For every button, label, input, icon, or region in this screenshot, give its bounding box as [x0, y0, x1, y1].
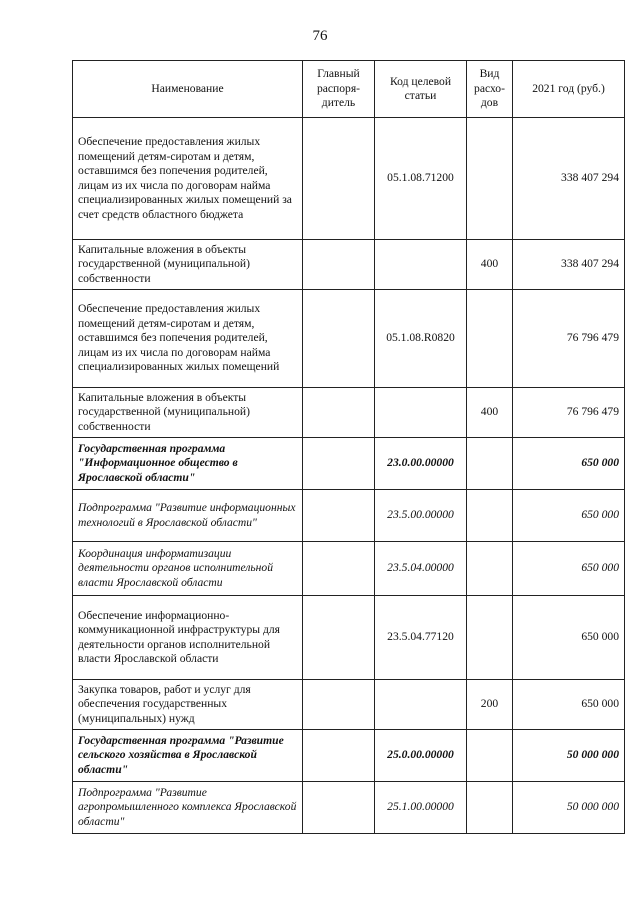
row-name-cell: Капитальные вложения в объекты государственной (муниципальной) собственности [73, 240, 303, 290]
row-type-cell: 400 [467, 388, 513, 438]
row-admin-cell [303, 240, 375, 290]
row-code-cell [375, 240, 467, 290]
row-code-cell: 23.5.04.77120 [375, 596, 467, 680]
row-name-cell: Подпрограмма "Развитие агропромышленного комплекса Ярославской области" [73, 782, 303, 834]
row-name-cell: Закупка товаров, работ и услуг для обеспечения государственных (муниципальных) нужд [73, 680, 303, 730]
row-type-cell [467, 290, 513, 388]
table-body [73, 118, 625, 834]
table-row [73, 438, 625, 490]
row-admin-cell [303, 680, 375, 730]
table-row [73, 596, 625, 680]
table-row [73, 680, 625, 730]
row-name-cell: Обеспечение предоставления жилых помещений детям-сиротам и детям, оставшимся без попечения родителей, лицам из их числа по договорам найма специализированных жилых помещений [73, 290, 303, 388]
row-amount-cell: 650 000 [513, 542, 625, 596]
row-amount-cell: 650 000 [513, 596, 625, 680]
row-code-cell: 23.5.04.00000 [375, 542, 467, 596]
row-admin-cell [303, 490, 375, 542]
row-type-cell [467, 490, 513, 542]
row-type-cell: 200 [467, 680, 513, 730]
row-name-cell: Обеспечение информационно-коммуникационной инфраструктуры для деятельности органов исполнительной власти Ярославской области [73, 596, 303, 680]
row-amount-cell: 50 000 000 [513, 730, 625, 782]
row-admin-cell [303, 542, 375, 596]
page-number: 76 [312, 28, 328, 44]
row-type-cell [467, 542, 513, 596]
row-admin-cell [303, 438, 375, 490]
row-admin-cell [303, 118, 375, 240]
row-amount-cell: 650 000 [513, 438, 625, 490]
row-code-cell: 23.0.00.00000 [375, 438, 467, 490]
row-amount-cell: 338 407 294 [513, 240, 625, 290]
row-code-cell [375, 680, 467, 730]
row-admin-cell [303, 388, 375, 438]
row-type-cell [467, 438, 513, 490]
table-row [73, 782, 625, 834]
row-code-cell: 25.0.00.00000 [375, 730, 467, 782]
row-name-cell: Капитальные вложения в объекты государственной (муниципальной) собственности [73, 388, 303, 438]
table-row [73, 240, 625, 290]
row-name-cell: Обеспечение предоставления жилых помещений детям-сиротам и детям, оставшимся без попечения родителей, лицам из их числа по договорам найма специализированных жилых помещений за счет средств областного бюджета [73, 118, 303, 240]
row-code-cell: 23.5.00.00000 [375, 490, 467, 542]
row-amount-cell: 76 796 479 [513, 388, 625, 438]
row-amount-cell: 650 000 [513, 490, 625, 542]
table-row [73, 730, 625, 782]
row-type-cell [467, 118, 513, 240]
row-amount-cell: 76 796 479 [513, 290, 625, 388]
row-type-cell: 400 [467, 240, 513, 290]
row-type-cell [467, 782, 513, 834]
row-amount-cell: 650 000 [513, 680, 625, 730]
row-name-cell: Государственная программа "Информационное общество в Ярославской области" [73, 438, 303, 490]
row-type-cell [467, 596, 513, 680]
row-code-cell: 25.1.00.00000 [375, 782, 467, 834]
row-amount-cell: 338 407 294 [513, 118, 625, 240]
header-code: Код целевой статьи [375, 61, 467, 118]
table-header-row [73, 61, 625, 118]
row-admin-cell [303, 596, 375, 680]
header-amount: 2021 год (руб.) [513, 61, 625, 118]
row-admin-cell [303, 782, 375, 834]
header-name: Наименование [73, 61, 303, 118]
budget-table [72, 60, 625, 834]
table-row [73, 490, 625, 542]
header-admin: Главный распоря-дитель [303, 61, 375, 118]
row-amount-cell: 50 000 000 [513, 782, 625, 834]
row-name-cell: Подпрограмма "Развитие информационных технологий в Ярославской области" [73, 490, 303, 542]
table-row [73, 118, 625, 240]
row-name-cell: Государственная программа "Развитие сельского хозяйства в Ярославской области" [73, 730, 303, 782]
row-admin-cell [303, 290, 375, 388]
row-code-cell: 05.1.08.R0820 [375, 290, 467, 388]
row-type-cell [467, 730, 513, 782]
table-row [73, 542, 625, 596]
row-code-cell: 05.1.08.71200 [375, 118, 467, 240]
header-type: Вид расхо-дов [467, 61, 513, 118]
table-row [73, 388, 625, 438]
row-admin-cell [303, 730, 375, 782]
row-name-cell: Координация информатизации деятельности органов исполнительной власти Ярославской области [73, 542, 303, 596]
table-row [73, 290, 625, 388]
row-code-cell [375, 388, 467, 438]
